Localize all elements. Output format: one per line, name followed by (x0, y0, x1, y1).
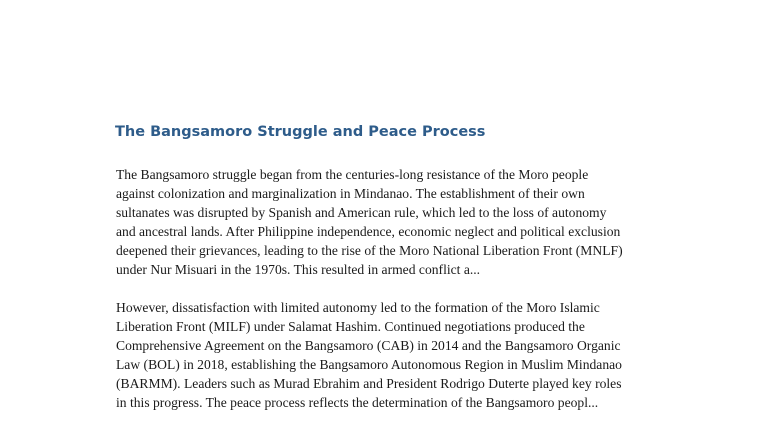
paragraph-line: in this progress. The peace process reflects the determination of the Bangsamoro peopl... (116, 395, 599, 411)
paragraph-line: Law (BOL) in 2018, establishing the Bangsamoro Autonomous Region in Muslim Mindanao (116, 357, 622, 373)
paragraph-line: against colonization and marginalization in Mindanao. The establishment of their own (116, 186, 585, 202)
paragraph-line: sultanates was disrupted by Spanish and American rule, which led to the loss of autonomy (116, 205, 607, 221)
document-heading: The Bangsamoro Struggle and Peace Process (115, 124, 486, 140)
paragraph-line: under Nur Misuari in the 1970s. This resulted in armed conflict a... (116, 262, 481, 278)
paragraph-1 (116, 165, 623, 280)
paragraph-2 (116, 298, 622, 413)
paragraph-line: and ancestral lands. After Philippine independence, economic neglect and political exclusion (116, 224, 621, 240)
paragraph-line: deepened their grievances, leading to the rise of the Moro National Liberation Front (MNLF) (116, 243, 623, 259)
paragraph-line: (BARMM). Leaders such as Murad Ebrahim and President Rodrigo Duterte played key roles (116, 376, 622, 392)
paragraph-line: The Bangsamoro struggle began from the centuries-long resistance of the Moro people (116, 167, 589, 182)
paragraph-line: Liberation Front (MILF) under Salamat Hashim. Continued negotiations produced the (116, 319, 585, 335)
paragraph-line: Comprehensive Agreement on the Bangsamoro (CAB) in 2014 and the Bangsamoro Organic (116, 338, 621, 354)
paragraph-line: However, dissatisfaction with limited autonomy led to the formation of the Moro Islamic (116, 300, 600, 315)
